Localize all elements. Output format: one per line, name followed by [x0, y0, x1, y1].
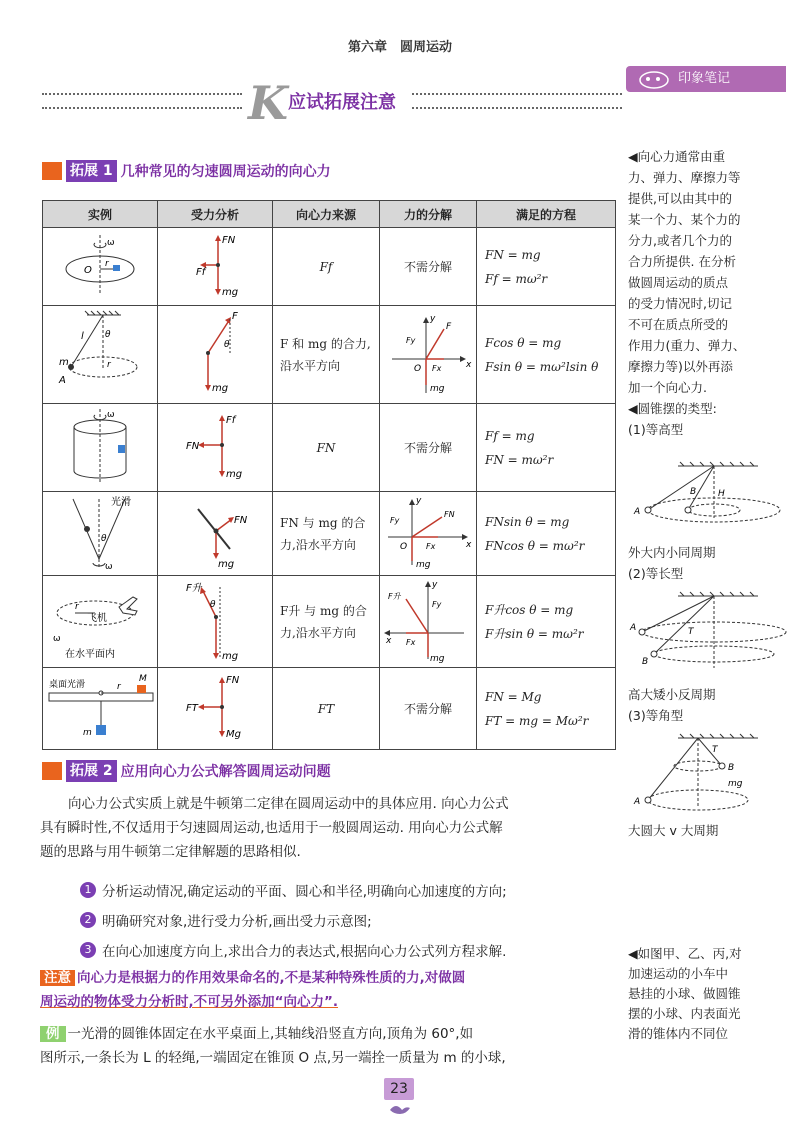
note-line: 做圆周运动的质点 [628, 275, 729, 290]
radius-label: r [75, 602, 79, 612]
ft-label: FT [186, 703, 198, 714]
x-axis-label: x [386, 636, 392, 646]
point-a-label: A [630, 623, 637, 633]
omega-label: ω [105, 562, 113, 571]
book-icon [42, 762, 62, 780]
note-line: 合力所提供. 在分析 [628, 254, 736, 269]
table-row [43, 576, 616, 668]
force-source: F 和 mg 的合力,沿水平方向 [273, 306, 380, 404]
table-row [43, 668, 616, 750]
table-header: 实例 [43, 201, 158, 228]
paragraph-line [40, 1022, 618, 1046]
sidebar-types-3 [628, 684, 788, 726]
fn-label: FN [444, 510, 455, 519]
note-line: 力、弹力、摩擦力等 [628, 170, 741, 185]
example-text: 一光滑的圆锥体固定在水平桌面上,其轴线沿竖直方向,顶角为 60°,如 [67, 1026, 474, 1042]
note-line: 作用力(重力、弹力、 [628, 338, 746, 353]
notes-icon [636, 68, 672, 90]
type-2-label: (2)等长型 [628, 566, 684, 581]
ext1-tag: 拓展 1 [66, 160, 117, 182]
bird-icon [388, 1102, 412, 1116]
tension-label: T [688, 627, 694, 637]
mass-label: m [83, 728, 92, 738]
table-row [43, 492, 616, 576]
table-header: 力的分解 [380, 201, 477, 228]
note-line: 分力,或者几个力的 [628, 233, 732, 248]
sidebar-types-4 [628, 820, 788, 841]
table-row [43, 306, 616, 404]
fn-label: FN [222, 235, 236, 246]
smooth-label: 光滑 [111, 497, 131, 508]
conical-pendulum-figure [43, 306, 158, 404]
ff-label: Ff [196, 267, 206, 278]
fy-label: Fy [390, 516, 400, 525]
equation: Ff = mω²r [485, 271, 548, 286]
point-a-label: A [59, 375, 66, 386]
force-table [42, 200, 616, 750]
omega-label: ω [53, 634, 61, 644]
types-title: ◀圆锥摆的类型: [628, 401, 717, 416]
note-line: 摩擦力等)以外再添 [628, 359, 733, 374]
equation: Ff = mg [485, 428, 535, 443]
step-item [80, 940, 506, 960]
paragraph-line: 图所示,一条长为 L 的轻绳,一端固定在锥顶 O 点,另一端拴一质量为 m 的小球, [40, 1050, 506, 1066]
f-label: F [446, 322, 452, 332]
mg-label: mg [222, 651, 239, 662]
note-line: 提供,可以由其中的 [628, 191, 732, 206]
decomposition: 不需分解 [380, 404, 477, 492]
table-mass-figure [43, 668, 158, 750]
fn-label: FN [226, 675, 240, 686]
point-a-label: A [634, 507, 641, 517]
big-mass-label: M [139, 674, 147, 684]
equations [477, 492, 616, 576]
mg-label: mg [416, 560, 431, 570]
fy-label: Fy [432, 600, 442, 609]
paragraph-line: 周运动的物体受力分析时,不可另外添加“向心力”. [40, 994, 339, 1010]
y-axis-label: y [432, 580, 438, 590]
paragraph-line [40, 966, 618, 990]
mg-label: mg [222, 287, 239, 298]
smooth-cone-figure [43, 492, 158, 576]
equation: FN = mg [485, 247, 541, 262]
theta-label: θ [105, 330, 111, 340]
force-diagram [158, 404, 273, 492]
example-paragraph [40, 1022, 618, 1070]
book-icon [42, 162, 62, 180]
equation: FN = Mg [485, 689, 542, 704]
fx-label: Fx [426, 542, 436, 551]
note-line: 某一个力、某个力的 [628, 212, 741, 227]
point-a-label: A [634, 797, 641, 807]
theta-label: θ [210, 600, 216, 610]
force-source: FN 与 mg 的合力,沿水平方向 [273, 492, 380, 576]
ext2-heading [42, 760, 331, 782]
table-header: 受力分析 [158, 201, 273, 228]
x-axis-label: x [466, 540, 472, 550]
sidebar-types-2 [628, 542, 788, 584]
equation: FNcos θ = mω²r [485, 538, 585, 553]
equation: F升sin θ = mω²r [485, 626, 584, 641]
equation: Fsin θ = mω²lsin θ [485, 359, 599, 374]
type-1-caption: 外大内小同周期 [628, 545, 716, 560]
header-divider-right [412, 93, 622, 109]
note-line: 的受力情况时,切记 [628, 296, 732, 311]
equation: Fcos θ = mg [485, 335, 562, 350]
same-length-figure [628, 588, 788, 680]
equations [477, 404, 616, 492]
theta-label: θ [101, 534, 107, 544]
decomposition-diagram [380, 492, 477, 576]
force-source: FN [273, 404, 380, 492]
header-divider-left [42, 93, 242, 109]
equations [477, 228, 616, 306]
equation: FN = mω²r [485, 452, 554, 467]
table-smooth-label: 桌面光滑 [49, 680, 86, 690]
radius-label: r [107, 360, 111, 370]
force-source: F升 与 mg 的合力,沿水平方向 [273, 576, 380, 668]
force-diagram [158, 306, 273, 404]
fx-label: Fx [432, 364, 442, 373]
step-number: 2 [80, 912, 96, 928]
equations [477, 306, 616, 404]
ext2-tag: 拓展 2 [66, 760, 117, 782]
note-tag: 注意 [40, 970, 75, 986]
f-label: F [232, 311, 238, 322]
in-plane-label: 在水平面内 [65, 649, 115, 660]
decomposition: 不需分解 [380, 668, 477, 750]
note-line: 加一个向心力. [628, 380, 707, 395]
type-1-label: (1)等高型 [628, 422, 684, 437]
fy-label: Fy [406, 336, 416, 345]
note-line: ◀如图甲、乙、丙,对 [628, 946, 742, 961]
length-label: l [81, 331, 84, 342]
omega-label: ω [107, 238, 115, 248]
x-axis-label: x [466, 360, 472, 370]
cylinder-figure [43, 404, 158, 492]
type-2-caption: 高大矮小反周期 [628, 687, 716, 702]
step-text: 在向心加速度方向上,求出合力的表达式,根据向心力公式列方程求解. [102, 944, 507, 960]
step-item [80, 910, 372, 930]
same-angle-figure [628, 730, 788, 814]
equations [477, 576, 616, 668]
origin-label: O [84, 265, 92, 276]
notes-label: 印象笔记 [678, 71, 731, 86]
table-header: 满足的方程 [477, 201, 616, 228]
ext1-title: 几种常见的匀速圆周运动的向心力 [120, 164, 331, 180]
chapter-header: 第六章 圆周运动 [347, 40, 452, 55]
point-b-label: B [728, 763, 735, 773]
f-lift-label: F升 [388, 592, 401, 601]
force-diagram [158, 576, 273, 668]
sidebar-note-2 [628, 944, 788, 1044]
omega-label: ω [107, 410, 115, 420]
mg-label: mg [218, 559, 235, 570]
type-3-label: (3)等角型 [628, 708, 684, 723]
sidebar-note-1 [628, 146, 788, 440]
step-text: 分析运动情况,确定运动的平面、圆心和半径,明确向心加速度的方向; [102, 884, 507, 900]
y-axis-label: y [430, 314, 436, 324]
tension-label: T [712, 745, 718, 755]
step-item [80, 880, 507, 900]
theta-label: θ [224, 340, 230, 350]
decomposition-diagram [380, 306, 477, 404]
plane-label: 飞机 [87, 613, 107, 624]
decomposition-diagram [380, 576, 477, 668]
equation: F升cos θ = mg [485, 602, 574, 617]
height-label: H [718, 489, 725, 499]
f-lift-label: F升 [186, 583, 202, 594]
force-source: Ff [273, 228, 380, 306]
mg-big-label: Mg [226, 729, 241, 740]
table-header: 向心力来源 [273, 201, 380, 228]
ff-label: Ff [226, 415, 236, 426]
note-line: 滑的锥体内不同位 [628, 1026, 729, 1041]
airplane-figure [43, 576, 158, 668]
note-line: ◀向心力通常由重 [628, 149, 726, 164]
note-paragraph [40, 966, 618, 1014]
force-diagram [158, 668, 273, 750]
fx-label: Fx [406, 638, 416, 647]
step-number: 1 [80, 882, 96, 898]
note-text: 向心力是根据力的作用效果命名的,不是某种特殊性质的力,对做圆 [77, 970, 466, 986]
type-3-caption: 大圆大 v 大周期 [628, 823, 719, 838]
y-axis-label: y [416, 496, 422, 506]
table-row [43, 404, 616, 492]
mg-label: mg [430, 654, 445, 663]
table-row [43, 228, 616, 306]
ext2-title: 应用向心力公式解答圆周运动问题 [120, 764, 331, 780]
decomposition: 不需分解 [380, 228, 477, 306]
notes-badge [626, 66, 786, 92]
note-line: 不可在质点所受的 [628, 317, 729, 332]
mg-label: mg [212, 383, 229, 394]
note-line: 悬挂的小球、做圆锥 [628, 986, 741, 1001]
paragraph-line: 具有瞬时性,不仅适用于匀速圆周运动,也适用于一般圆周运动. 用向心力公式解 [40, 820, 503, 836]
mg-label: mg [430, 384, 445, 394]
force-diagram [158, 492, 273, 576]
ext1-heading [42, 160, 331, 182]
equation: FT = mg = Mω²r [485, 713, 589, 728]
note-line: 加速运动的小车中 [628, 966, 729, 981]
radius-label: r [105, 259, 109, 269]
same-height-figure [628, 458, 788, 542]
fn-label: FN [234, 515, 248, 526]
origin-label: O [400, 542, 408, 552]
example-tag: 例 [40, 1026, 66, 1042]
origin-label: O [414, 364, 422, 374]
disc-figure [43, 228, 158, 306]
step-number: 3 [80, 942, 96, 958]
paragraph-line: 向心力公式实质上就是牛顿第二定律在圆周运动中的具体应用. 向心力公式 [68, 796, 509, 812]
mg-label: mg [226, 469, 243, 480]
equation: FNsin θ = mg [485, 514, 570, 529]
note-line: 摆的小球、内表面光 [628, 1006, 741, 1021]
section-k-badge: K [248, 76, 288, 130]
page-number: 23 [384, 1078, 414, 1100]
force-source: FT [273, 668, 380, 750]
paragraph-line: 题的思路与用牛顿第二定律解题的思路相似. [40, 844, 301, 860]
force-diagram [158, 228, 273, 306]
point-b-label: B [642, 657, 649, 667]
point-b-label: B [690, 487, 697, 497]
equations [477, 668, 616, 750]
mass-label: m [59, 357, 69, 368]
section-title: 应试拓展注意 [288, 92, 396, 113]
fn-label: FN [186, 441, 200, 452]
intro-paragraph [40, 792, 618, 864]
table-header-row [43, 201, 616, 228]
mg-label: mg [728, 779, 743, 789]
step-text: 明确研究对象,进行受力分析,画出受力示意图; [102, 914, 372, 930]
radius-label: r [117, 682, 121, 692]
